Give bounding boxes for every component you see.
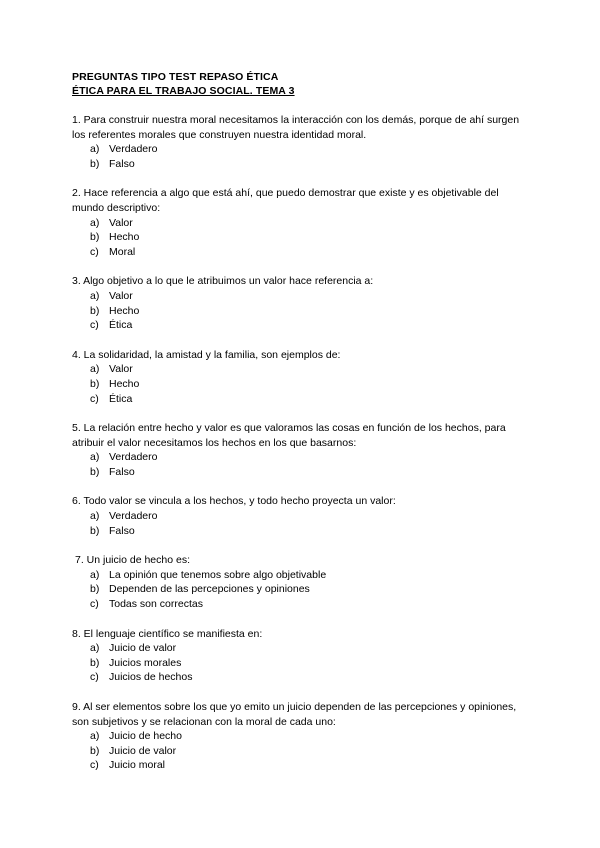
option-text: Hecho (109, 377, 140, 390)
option-text: Todas son correctas (109, 598, 203, 611)
option-b (90, 157, 528, 172)
option-b (90, 524, 528, 539)
option-letter: a) (90, 510, 100, 523)
option-text: Hecho (109, 231, 140, 244)
option-b (90, 230, 528, 245)
question-text: 6. Todo valor se vincula a los hechos, y todo hecho proyecta un valor: (72, 495, 396, 508)
option-text: Falso (109, 524, 135, 537)
question-text: 9. Al ser elementos sobre los que yo emito un juicio dependen de las percepciones y opiniones, son subjetivos y se relacionan con la moral de cada uno: (72, 701, 517, 728)
option-text: Juicio de valor (109, 642, 177, 655)
document-subtitle: ÉTICA PARA EL TRABAJO SOCIAL. TEMA 3 (72, 85, 295, 97)
question-9 (72, 700, 528, 773)
option-a (90, 641, 528, 656)
question-text: 1. Para construir nuestra moral necesitamos la interacción con los demás, porque de ahí surgen los referentes morales que construyen nuestra identidad moral. (72, 114, 520, 141)
option-b (90, 744, 528, 759)
option-text: La opinión que tenemos sobre algo objetivable (109, 568, 327, 581)
options-list (72, 568, 528, 612)
options-list (72, 450, 528, 479)
option-c (90, 670, 528, 685)
option-b (90, 377, 528, 392)
option-letter: a) (90, 143, 100, 156)
option-letter: a) (90, 363, 100, 376)
option-letter: b) (90, 304, 100, 317)
question-7 (72, 553, 528, 611)
question-4 (72, 348, 528, 406)
option-text: Valor (109, 216, 133, 229)
option-c (90, 597, 528, 612)
option-b (90, 582, 528, 597)
option-letter: a) (90, 451, 100, 464)
option-text: Juicios de hechos (109, 671, 193, 684)
option-text: Ética (109, 392, 133, 405)
option-letter: c) (90, 319, 99, 332)
option-c (90, 318, 528, 333)
options-list (72, 641, 528, 685)
question-text: 8. El lenguaje científico se manifiesta en: (72, 627, 263, 640)
option-letter: c) (90, 392, 99, 405)
option-a (90, 142, 528, 157)
option-a (90, 568, 528, 583)
option-text: Juicio de hecho (109, 730, 182, 743)
option-letter: b) (90, 231, 100, 244)
question-1 (72, 113, 528, 171)
question-text: 5. La relación entre hecho y valor es que valoramos las cosas en función de los hechos, para atribuir el valor necesitamos los hechos en los que basarnos: (72, 422, 506, 449)
options-list (72, 509, 528, 538)
document-title: PREGUNTAS TIPO TEST REPASO ÉTICA (72, 71, 279, 83)
option-a (90, 216, 528, 231)
options-list (72, 362, 528, 406)
options-list (72, 729, 528, 773)
option-letter: b) (90, 157, 100, 170)
option-text: Moral (109, 245, 136, 258)
option-a (90, 450, 528, 465)
option-letter: c) (90, 598, 99, 611)
question-text: 7. Un juicio de hecho es: (75, 554, 190, 567)
option-text: Juicio moral (109, 759, 166, 772)
options-list (72, 216, 528, 260)
option-letter: c) (90, 759, 99, 772)
option-text: Hecho (109, 304, 140, 317)
option-c (90, 245, 528, 260)
option-a (90, 509, 528, 524)
option-text: Falso (109, 157, 135, 170)
option-text: Ética (109, 319, 133, 332)
question-5 (72, 421, 528, 479)
option-text: Verdadero (109, 451, 158, 464)
option-letter: b) (90, 524, 100, 537)
option-letter: a) (90, 730, 100, 743)
option-text: Valor (109, 363, 133, 376)
option-letter: a) (90, 642, 100, 655)
option-b (90, 465, 528, 480)
option-a (90, 362, 528, 377)
option-c (90, 392, 528, 407)
option-letter: b) (90, 465, 100, 478)
question-text: 2. Hace referencia a algo que está ahí, que puedo demostrar que existe y es objetivable del mundo descriptivo: (72, 187, 499, 214)
option-b (90, 656, 528, 671)
option-a (90, 289, 528, 304)
option-letter: a) (90, 289, 100, 302)
option-text: Verdadero (109, 143, 158, 156)
document-header (72, 70, 528, 98)
question-text: 3. Algo objetivo a lo que le atribuimos un valor hace referencia a: (72, 275, 374, 288)
option-text: Juicio de valor (109, 744, 177, 757)
option-letter: c) (90, 671, 99, 684)
option-a (90, 729, 528, 744)
option-letter: a) (90, 568, 100, 581)
question-2 (72, 186, 528, 259)
option-text: Falso (109, 465, 135, 478)
option-text: Verdadero (109, 510, 158, 523)
option-letter: c) (90, 245, 99, 258)
option-letter: b) (90, 583, 100, 596)
option-text: Dependen de las percepciones y opiniones (109, 583, 310, 596)
option-letter: b) (90, 656, 100, 669)
options-list (72, 142, 528, 171)
question-text: 4. La solidaridad, la amistad y la familia, son ejemplos de: (72, 348, 341, 361)
question-3 (72, 274, 528, 332)
option-b (90, 304, 528, 319)
options-list (72, 289, 528, 333)
option-text: Valor (109, 289, 133, 302)
option-letter: a) (90, 216, 100, 229)
option-letter: b) (90, 377, 100, 390)
question-8 (72, 627, 528, 685)
question-6 (72, 494, 528, 538)
option-text: Juicios morales (109, 656, 182, 669)
option-letter: b) (90, 744, 100, 757)
option-c (90, 758, 528, 773)
